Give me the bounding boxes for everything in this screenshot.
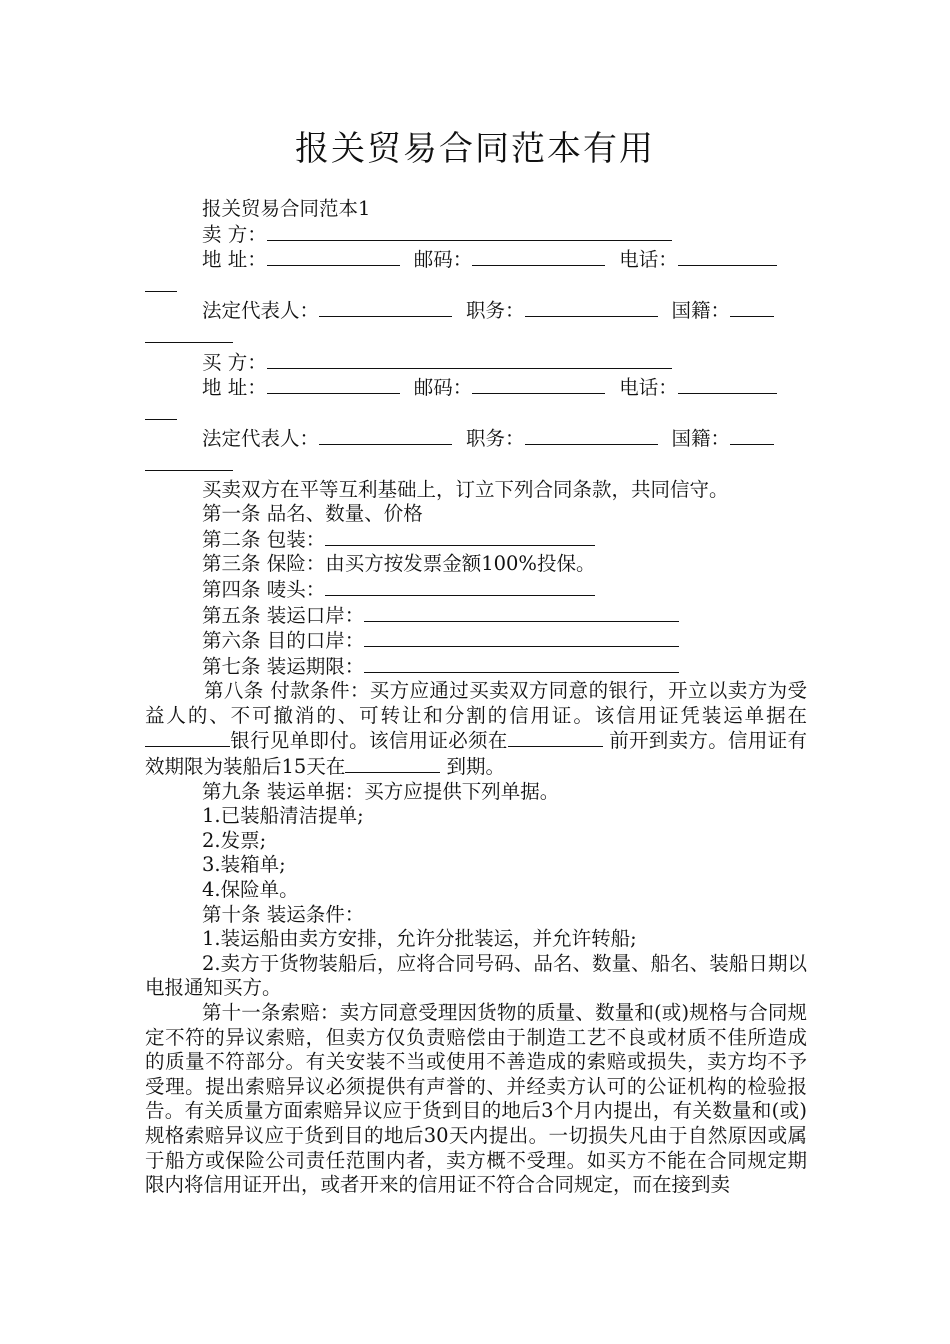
position-label: 职务： [466, 427, 525, 451]
article-8-text-b: 银行见单即付。该信用证必须在 [230, 729, 508, 753]
article-11: 第十一条索赔：卖方同意受理因货物的质量、数量和(或)规格与合同规定不符的异议索赔，但卖方仅负责赔偿由于制造工艺不良或材质不佳所造成的质量不符部分。有关安装不当或使用不善造成的索赔或损失，卖方均不予受理。提出索赔异议必须提供有声誉的、并经卖方认可的公证机构的检验报告。有关质量方面索赔异议应于货到目的地后3个月内提出，有关数量和(或)规格索赔异议应于货到目的地后30天内提出。一切损失凡由于自然原因或属于船方或保险公司责任范围内者，卖方概不受理。如买方不能在合同规定期限内将信用证开出，或者开来的信用证不符合合同规定，而在接到卖 [145, 1001, 807, 1197]
subtitle: 报关贸易合同范本1 [202, 197, 371, 220]
article-6-text: 第六条 目的口岸： [202, 629, 365, 653]
article-3: 第三条 保险：由买方按发票金额100%投保。 [202, 552, 596, 576]
nationality-label: 国籍： [671, 427, 731, 451]
article-1: 第一条 品名、数量、价格 [202, 502, 423, 526]
article-8-text-d: 到期。 [446, 755, 506, 779]
document-body [145, 197, 807, 1198]
destination-port-blank [364, 628, 679, 647]
seller-rep-line [145, 298, 807, 324]
doc-item-4: 4.保险单。 [202, 878, 299, 902]
phone-blank [678, 247, 777, 266]
intro-paragraph: 买卖双方在平等互利基础上，订立下列合同条款，共同信守。 [202, 477, 729, 501]
packing-blank [325, 527, 595, 546]
lc-open-date-blank [508, 728, 603, 747]
article-10: 第十条 装运条件： [202, 902, 365, 926]
seller-blank [267, 222, 672, 241]
rep-label: 法定代表人： [202, 299, 320, 323]
postcode-label: 邮码： [413, 248, 473, 272]
rep-blank [319, 426, 452, 445]
bank-blank [145, 728, 230, 747]
position-blank [525, 426, 658, 445]
article-9: 第九条 装运单据：买方应提供下列单据。 [202, 779, 560, 803]
buyer-address-tail [145, 401, 807, 427]
position-label: 职务： [466, 299, 525, 323]
nationality-label: 国籍： [671, 299, 731, 323]
article-4 [145, 577, 807, 603]
doc-item-1: 1.已装船清洁提单; [202, 804, 364, 828]
phone-blank [678, 375, 777, 394]
article-7 [145, 654, 807, 680]
doc-item-2: 2.发票; [202, 828, 267, 852]
address-label: 地 址： [202, 376, 267, 400]
doc-item-3: 3.装箱单; [202, 853, 286, 877]
postcode-label: 邮码： [413, 376, 473, 400]
nationality-blank [730, 426, 774, 445]
buyer-label: 买 方： [202, 350, 267, 374]
phone-label: 电话： [619, 248, 678, 272]
rep-blank [319, 298, 452, 317]
postcode-blank [472, 375, 605, 394]
phone-label: 电话： [619, 376, 678, 400]
seller-address-line [145, 247, 807, 273]
phone-blank-tail [145, 273, 177, 292]
rep-label: 法定代表人： [202, 427, 320, 451]
address-label: 地 址： [202, 248, 267, 272]
position-blank [525, 298, 658, 317]
article-8-text-c: 前开到卖方。信用证有效期限为装船后15天在 [145, 729, 807, 779]
article-2-text: 第二条 包装： [202, 527, 326, 551]
article-8-text-a: 第八条 付款条件：买方应通过买卖双方同意的银行，开立以卖方为受益人的、不可撤消的、可转让和分割的信用证。该信用证凭装运单据在 [145, 679, 807, 727]
seller-address-tail [145, 273, 807, 299]
article-10-item-2: 2.卖方于货物装船后，应将合同号码、品名、数量、船名、装船日期以电报通知买方。 [145, 951, 807, 1000]
lc-expiry-blank [345, 754, 440, 773]
seller-line [145, 222, 807, 248]
article-7-text: 第七条 装运期限： [202, 654, 365, 678]
article-5 [145, 603, 807, 629]
address-blank [267, 375, 400, 394]
address-blank [267, 247, 400, 266]
shipment-period-blank [364, 654, 679, 673]
article-4-text: 第四条 唛头： [202, 577, 326, 601]
buyer-line [145, 350, 807, 376]
buyer-blank [267, 350, 672, 369]
article-2 [145, 527, 807, 553]
buyer-rep-line [145, 426, 807, 452]
document-title: 报关贸易合同范本有用 [295, 129, 655, 169]
loading-port-blank [364, 603, 679, 622]
nationality-blank [730, 298, 774, 317]
seller-label: 卖 方： [202, 222, 267, 246]
nationality-blank-tail [145, 324, 233, 343]
article-8 [145, 679, 807, 779]
article-6 [145, 628, 807, 654]
article-5-text: 第五条 装运口岸： [202, 603, 365, 627]
buyer-address-line [145, 375, 807, 401]
marks-blank [325, 577, 595, 596]
phone-blank-tail [145, 401, 177, 420]
buyer-rep-tail [145, 452, 807, 478]
seller-rep-tail [145, 324, 807, 350]
postcode-blank [472, 247, 605, 266]
nationality-blank-tail [145, 452, 233, 471]
article-10-item-1: 1.装运船由卖方安排，允许分批装运，并允许转船; [202, 927, 637, 951]
